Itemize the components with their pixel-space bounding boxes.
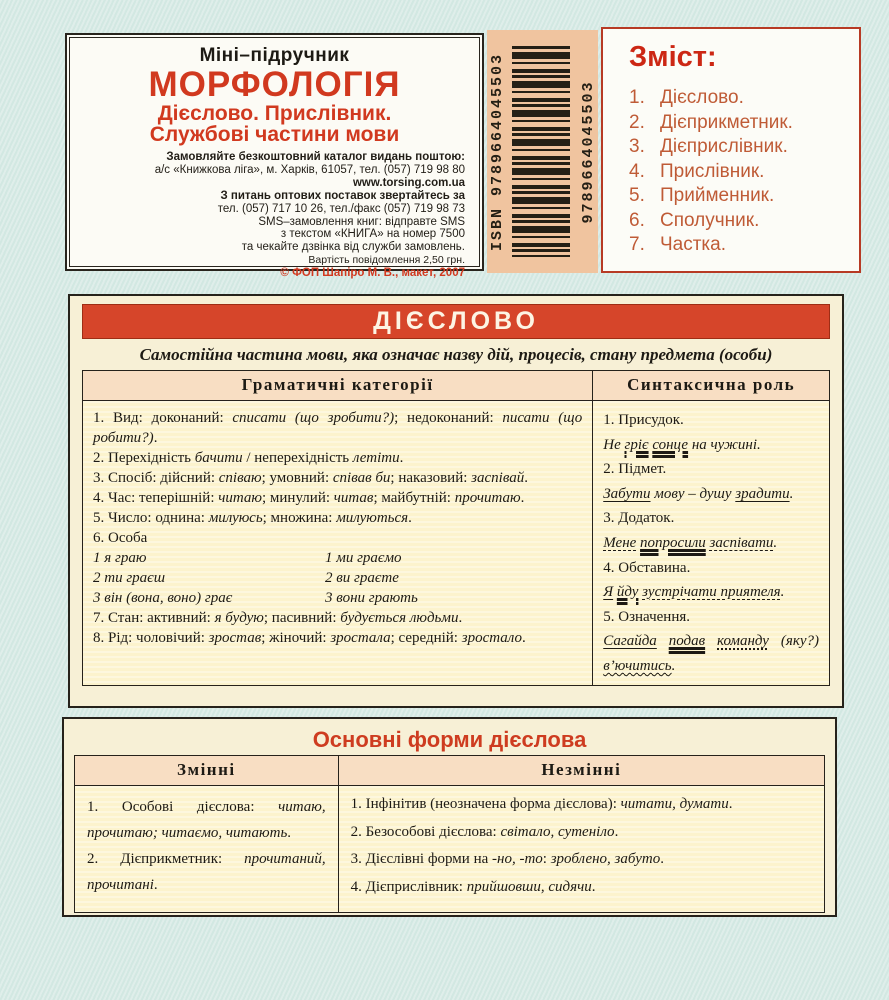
category-item: 7. Стан: активний: я будую; пасивний: будується людьми. [93, 610, 463, 626]
verb-forms-card [62, 717, 837, 917]
toc-list [629, 86, 849, 258]
barcode-bars [512, 46, 570, 257]
category-item: 4. Час: теперішній: читаю; минулий: читав; майбутній: прочитаю. [93, 490, 525, 506]
syntactic-role-cell [593, 401, 829, 685]
book-subtitle-1: Дієслово. Прислівник. [157, 102, 392, 125]
toc-item: 5. Прийменник. [629, 185, 775, 206]
person-form: 3 вони грають [325, 590, 418, 606]
mutable-forms-cell [75, 786, 339, 912]
form-item: 3. Дієслівні форми на -но, -то: зроблено, забуто. [350, 851, 664, 867]
person-form: 2 ви граєте [325, 570, 399, 586]
contact-line: а/с «Книжкова ліга», м. Харків, 61057, тел. (057) 719 98 80 [154, 163, 465, 176]
person-form: 3 він (вона, воно) грає [93, 590, 233, 606]
role-example: Не гріє сонце на чужині. [603, 436, 761, 453]
person-form: 1 я граю [93, 550, 147, 566]
form-item: 1. Інфінітив (неозначена форма дієслова): читати, думати. [350, 796, 733, 812]
form-item: 2. Безособові дієслова: світало, сутеніло. [350, 823, 619, 840]
category-item: 1. Вид: доконаний: списати (що зробити?); недоконаний: писати (що робити?). [93, 410, 583, 446]
role-example: Мене попросили заспівати. [603, 534, 778, 551]
toc-item: 6. Сполучник. [629, 209, 760, 231]
copyright-line: © ФОП Шапіро М. В., макет, 2007 [280, 267, 465, 280]
publisher-website: www.torsing.com.ua [352, 176, 465, 189]
contact-line: З питань оптових поставок звертайтесь за [220, 189, 465, 202]
category-item: 8. Рід: чоловічий: зростав; жіночий: зростала; середній: зростало. [93, 630, 526, 646]
form-item: 1. Особові дієслова: читаю, прочитаю; читаємо, читають. [87, 799, 326, 841]
role-example: Я йду зустрічати приятеля. [603, 584, 785, 601]
contact-line: з текстом «КНИГА» на номер 7500 [280, 228, 465, 241]
toc-card [601, 27, 861, 273]
col-header-mutable: Змінні [75, 756, 339, 786]
isbn-barcode [487, 30, 598, 273]
form-item: 2. Дієприкметник: прочитаний, прочитані. [87, 851, 326, 893]
contact-line: Замовляйте безкоштовний каталог видань поштою: [166, 151, 465, 163]
immutable-forms-cell [339, 786, 824, 912]
col-header-immutable: Незмінні [339, 756, 824, 786]
isbn-number: 9789664045503 [580, 79, 597, 224]
book-subtitle-2: Службові частини мови [149, 123, 400, 146]
person-form: 2 ти граєш [93, 570, 166, 586]
verb-definition: Самостійна частина мови, яка означає назву дій, процесів, стану предмета (особи) [139, 345, 773, 364]
sms-price-note: Вартість повідомлення 2,50 грн. [308, 254, 465, 267]
isbn-label: ISBN 9789664045503 [489, 52, 506, 251]
book-title: МОРФОЛОГІЯ [148, 65, 401, 104]
toc-item: 7. Частка. [629, 234, 727, 255]
publisher-card-inner [69, 37, 480, 280]
contact-line: SMS–замовлення книг: відправте SMS [258, 215, 465, 228]
grammar-categories-cell [83, 401, 593, 685]
toc-title: Зміст: [629, 41, 717, 73]
form-item: 4. Дієприслівник: прийшовши, сидячи. [350, 878, 596, 895]
verb-table-banner: ДІЄСЛОВО [82, 304, 830, 339]
category-item: 5. Число: однина: милуюсь; множина: милуються. [93, 510, 412, 526]
person-form: 1 ми граємо [325, 550, 402, 566]
role-label: 3. Додаток. [603, 510, 675, 527]
publisher-contact-block [84, 151, 465, 280]
publisher-card [65, 33, 484, 280]
contact-line: та чекайте дзвінка від служби замовлень. [241, 241, 465, 254]
toc-item: 3. Дієприслівник. [629, 136, 788, 157]
toc-item: 1. Дієслово. [629, 87, 744, 108]
series-kicker: Міні–підручник [199, 45, 350, 66]
role-label: 2. Підмет. [603, 461, 667, 478]
toc-item: 2. Дієприкметник. [629, 111, 793, 133]
verb-table-card [68, 294, 844, 708]
category-item: 3. Спосіб: дійсний: співаю; умовний: співав би; наказовий: заспівай. [93, 470, 528, 486]
role-label: 1. Присудок. [603, 412, 684, 428]
role-label: 5. Означення. [603, 608, 690, 625]
verb-forms-grid [74, 755, 825, 913]
verb-forms-title: Основні форми дієслова [312, 727, 587, 752]
role-example: Забути мову – душу зрадити. [603, 485, 794, 502]
person-forms-grid [93, 548, 582, 608]
role-example: Сагайда подав команду (яку?) в’ючитись. [603, 633, 820, 674]
role-label: 4. Обставина. [603, 559, 691, 576]
person-label: 6. Особа [93, 530, 148, 546]
category-item: 2. Перехідність бачити / неперехідність летіти. [93, 450, 404, 466]
verb-grid [82, 370, 830, 686]
toc-item: 4. Прислівник. [629, 160, 765, 182]
contact-line: тел. (057) 717 10 26, тел./факс (057) 719 98 73 [217, 202, 465, 215]
col-header-grammar-categories: Граматичні категорії [83, 371, 593, 401]
col-header-syntactic-role: Синтаксична роль [593, 371, 829, 401]
